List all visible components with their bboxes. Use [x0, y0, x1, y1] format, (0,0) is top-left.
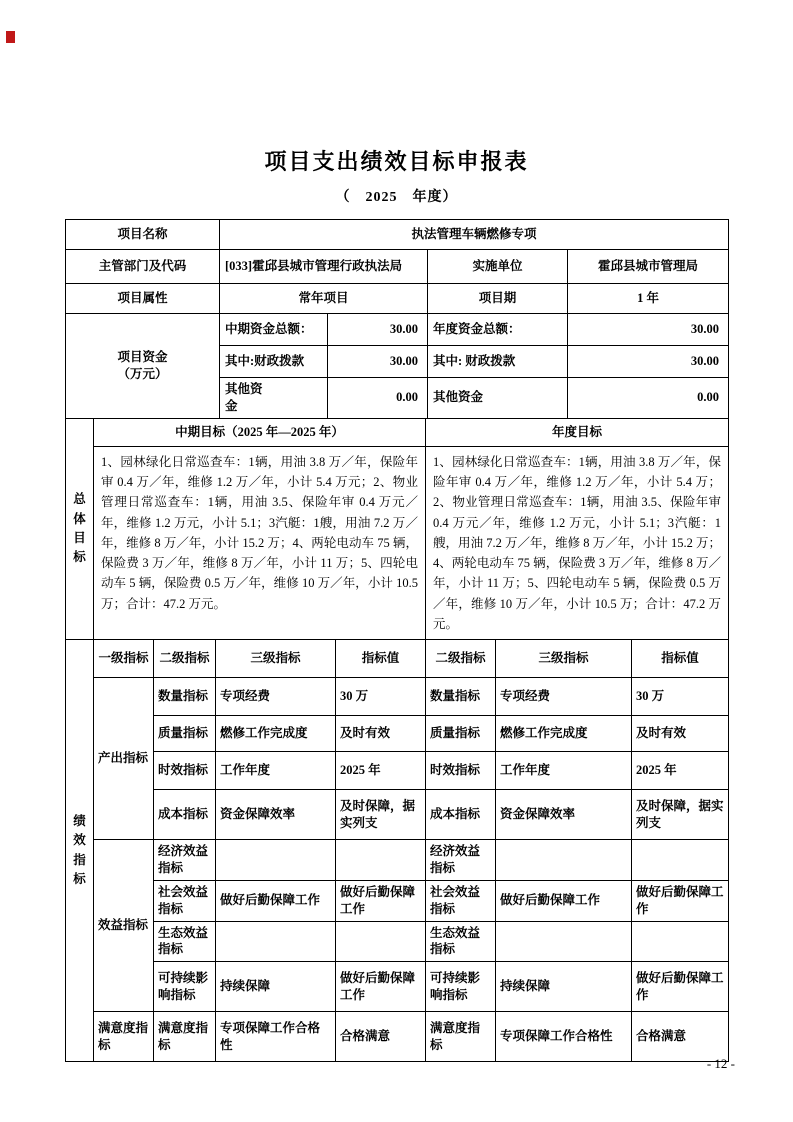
mid-fiscal-value: 30.00: [328, 346, 428, 378]
economic-l2-left: 经济效益指标: [154, 840, 216, 881]
cost-value-right: 及时保障，据实列支: [632, 790, 729, 840]
quantity-value-right: 30 万: [632, 678, 729, 716]
timeliness-l2-left: 时效指标: [154, 752, 216, 790]
page-number: - 12 -: [706, 1056, 735, 1071]
quantity-l2-left: 数量指标: [154, 678, 216, 716]
overall-goal-side-label: [66, 418, 94, 639]
timeliness-l2-right: 时效指标: [426, 752, 496, 790]
header-level3-left: 三级指标: [216, 640, 336, 678]
quantity-l3-left: 专项经费: [216, 678, 336, 716]
performance-side-label: [66, 640, 94, 1062]
quality-l3-right: 燃修工作完成度: [496, 716, 632, 752]
funding-label-line1: 项目资金: [117, 350, 168, 364]
timeliness-l3-left: 工作年度: [216, 752, 336, 790]
form-container: [65, 219, 728, 1062]
economic-value-left: [336, 840, 426, 881]
cost-value-left: 及时保障，据实列支: [336, 790, 426, 840]
header-value-left: 指标值: [336, 640, 426, 678]
cost-l3-left: 资金保障效率: [216, 790, 336, 840]
mid-fiscal-label: 其中:财政拨款: [220, 346, 328, 378]
mid-total-label: 中期资金总额：: [220, 314, 328, 346]
project-name-label: 项目名称: [66, 220, 220, 250]
cost-l2-right: 成本指标: [426, 790, 496, 840]
header-value-right: 指标值: [632, 640, 729, 678]
social-value-left: 做好后勤保障工作: [336, 880, 426, 921]
sustain-l3-left: 持续保障: [216, 962, 336, 1012]
social-l2-right: 社会效益指标: [426, 880, 496, 921]
red-stamp-artifact: [6, 31, 15, 43]
satisfaction-value-right: 合格满意: [632, 1012, 729, 1062]
year-other-label: 其他资金: [428, 378, 568, 419]
social-l2-left: 社会效益指标: [154, 880, 216, 921]
annual-goal-header: 年度目标: [426, 418, 729, 446]
ecological-value-left: [336, 921, 426, 962]
social-value-right: 做好后勤保障工作: [632, 880, 729, 921]
quality-value-right: 及时有效: [632, 716, 729, 752]
dept-label: 主管部门及代码: [66, 250, 220, 284]
performance-side-label-text: 绩效指标: [73, 813, 86, 886]
satisfaction-l3-left: 专项保障工作合格性: [216, 1012, 336, 1062]
year-total-value: 30.00: [568, 314, 729, 346]
header-level2-right: 二级指标: [426, 640, 496, 678]
sustain-l2-left: 可持续影响指标: [154, 962, 216, 1012]
quantity-l2-right: 数量指标: [426, 678, 496, 716]
level1-benefit: 效益指标: [94, 840, 154, 1012]
header-level3-right: 三级指标: [496, 640, 632, 678]
quantity-l3-right: 专项经费: [496, 678, 632, 716]
quality-value-left: 及时有效: [336, 716, 426, 752]
quality-l2-left: 质量指标: [154, 716, 216, 752]
mid-total-value: 30.00: [328, 314, 428, 346]
economic-value-right: [632, 840, 729, 881]
economic-l2-right: 经济效益指标: [426, 840, 496, 881]
social-l3-right: 做好后勤保障工作: [496, 880, 632, 921]
ecological-l3-left: [216, 921, 336, 962]
economic-l3-right: [496, 840, 632, 881]
mid-other-label-text: 其他资金: [225, 382, 263, 413]
period-label: 项目期: [428, 284, 568, 314]
period-value: 1 年: [568, 284, 729, 314]
quality-l2-right: 质量指标: [426, 716, 496, 752]
timeliness-value-right: 2025 年: [632, 752, 729, 790]
project-info-table: [65, 219, 729, 419]
dept-value: [033]霍邱县城市管理行政执法局: [220, 250, 428, 284]
cost-l3-right: 资金保障效率: [496, 790, 632, 840]
overall-goal-side-label-text: 总体目标: [73, 492, 86, 565]
header-level2-left: 二级指标: [154, 640, 216, 678]
economic-l3-left: [216, 840, 336, 881]
year-fiscal-value: 30.00: [568, 346, 729, 378]
funding-label: [66, 314, 220, 419]
document-title: 项目支出绩效目标申报表: [264, 149, 529, 174]
level1-satisfaction: 满意度指标: [94, 1012, 154, 1062]
mid-other-value: 0.00: [328, 378, 428, 419]
quality-l3-left: 燃修工作完成度: [216, 716, 336, 752]
ecological-l2-right: 生态效益指标: [426, 921, 496, 962]
satisfaction-l2-right: 满意度指标: [426, 1012, 496, 1062]
attribute-value: 常年项目: [220, 284, 428, 314]
satisfaction-l3-right: 专项保障工作合格性: [496, 1012, 632, 1062]
performance-indicators-table: [65, 639, 729, 1062]
ecological-l3-right: [496, 921, 632, 962]
social-l3-left: 做好后勤保障工作: [216, 880, 336, 921]
mid-term-goal-header: 中期目标（2025 年—2025 年）: [94, 418, 426, 446]
year-other-value: 0.00: [568, 378, 729, 419]
impl-unit-value: 霍邱县城市管理局: [568, 250, 729, 284]
satisfaction-l2-left: 满意度指标: [154, 1012, 216, 1062]
sustain-value-left: 做好后勤保障工作: [336, 962, 426, 1012]
header-level1: 一级指标: [94, 640, 154, 678]
sustain-l2-right: 可持续影响指标: [426, 962, 496, 1012]
impl-unit-label: 实施单位: [428, 250, 568, 284]
attribute-label: 项目属性: [66, 284, 220, 314]
year-fiscal-label: 其中: 财政拨款: [428, 346, 568, 378]
sustain-l3-right: 持续保障: [496, 962, 632, 1012]
document-subtitle: （ 2025 年度）: [335, 190, 458, 205]
mid-other-label: [220, 378, 328, 419]
ecological-value-right: [632, 921, 729, 962]
timeliness-value-left: 2025 年: [336, 752, 426, 790]
overall-goals-table: [65, 418, 729, 640]
ecological-l2-left: 生态效益指标: [154, 921, 216, 962]
project-name-value: 执法管理车辆燃修专项: [220, 220, 729, 250]
mid-term-goal-text: 1、园林绿化日常巡查车：1辆，用油 3.8 万／年，保险年审 0.4 万／年，维修 1.2 万／年，小计 5.4 万元；2、物业管理日常巡查车：1辆，用油 3.5、保险年审 0.4 万元／年，维修 1.2 万元，小计 5.1；3汽艇：1艘，用油 7.2 万／年，维修 8 万／年，小计 15.2 万；4、两轮电动车 75 辆，保险费 3 万／年，维修 8 万／年，小计 11 万；5、四轮电动车 5 辆，保险费 0.5 万／年，维修 10 万／年，小计 10.5 万；合计：47.2 万元。: [94, 446, 426, 639]
quantity-value-left: 30 万: [336, 678, 426, 716]
funding-label-line2: （万元）: [117, 366, 168, 381]
cost-l2-left: 成本指标: [154, 790, 216, 840]
year-total-label: 年度资金总额：: [428, 314, 568, 346]
satisfaction-value-left: 合格满意: [336, 1012, 426, 1062]
level1-output: 产出指标: [94, 678, 154, 840]
annual-goal-text: 1、园林绿化日常巡查车：1辆，用油 3.8 万／年，保险年审 0.4 万／年，维修 1.2 万／年，小计 5.4 万；2、物业管理日常巡查车：1辆，用油 3.5、保险年审 0.4 万元／年，维修 1.2 万元，小计 5.1；3汽艇：1艘，用油 7.2 万／年，维修 8 万／年，小计 15.2 万；4、两轮电动车 75 辆，保险费 3 万／年，维修 8 万／年，小计 11 万；5、四轮电动车 5 辆，保险费 0.5 万／年，维修 10 万／年，小计 10.5 万；合计：47.2 万元。: [426, 446, 729, 639]
timeliness-l3-right: 工作年度: [496, 752, 632, 790]
sustain-value-right: 做好后勤保障工作: [632, 962, 729, 1012]
